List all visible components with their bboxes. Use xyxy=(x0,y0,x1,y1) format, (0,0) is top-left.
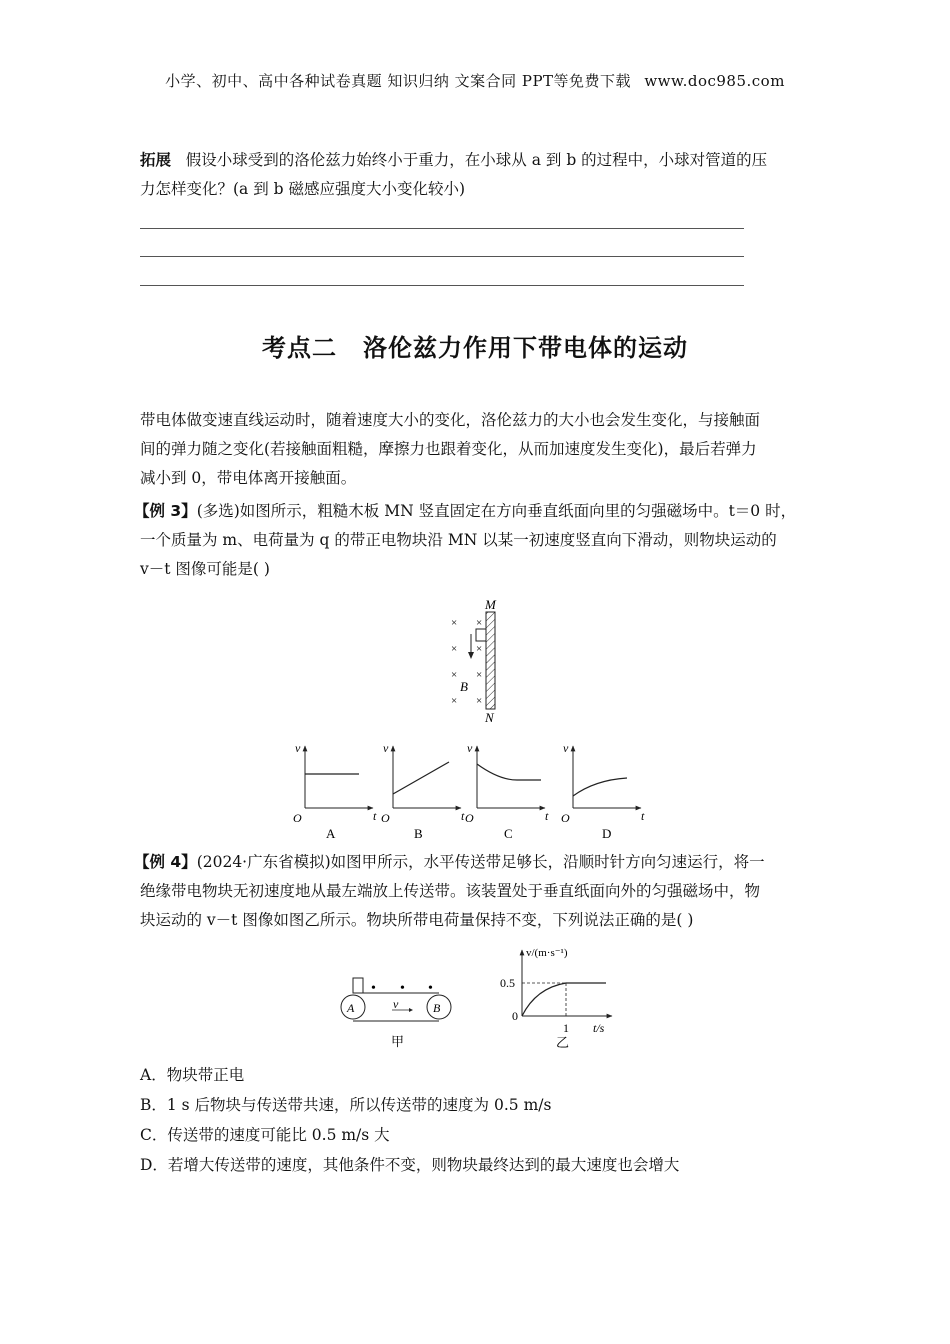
option-a[interactable]: A．物块带正电 xyxy=(140,1066,245,1084)
extension-line-1: 假设小球受到的洛伦兹力始终小于重力，在小球从 a 到 b 的过程中，小球对管道的压 xyxy=(185,151,768,169)
wooden-board xyxy=(486,612,495,709)
option-b[interactable]: B．1 s 后物块与传送带共速，所以传送带的速度为 0.5 m/s xyxy=(140,1096,552,1114)
intro-line-1: 带电体做变速直线运动时，随着速度大小的变化，洛伦兹力的大小也会发生变化，与接触面 xyxy=(140,411,761,429)
svg-text:A: A xyxy=(347,1001,355,1015)
svg-text:×: × xyxy=(451,695,458,707)
example-3-label: 【例 3】 xyxy=(134,502,197,520)
intro-line-2: 间的弹力随之变化(若接触面粗糙，摩擦力也跟着变化，从而加速度发生变化)，最后若弹力 xyxy=(140,440,757,458)
yi-curve xyxy=(522,983,606,1016)
example-3-line-2: 一个质量为 m、电荷量为 q 的带正电物块沿 MN 以某一初速度竖直向下滑动，则物块运动的 xyxy=(140,531,777,549)
yi-ylabel: v/(m·s⁻¹) xyxy=(526,947,568,959)
block-on-belt xyxy=(353,978,363,993)
svg-text:t: t xyxy=(545,809,549,823)
answer-line-2[interactable] xyxy=(140,256,744,257)
page-header xyxy=(0,70,950,91)
extension-tag: 拓展 xyxy=(140,151,172,169)
board-mn-figure xyxy=(440,596,520,726)
svg-text:O: O xyxy=(465,811,474,825)
label-m: M xyxy=(485,597,496,612)
svg-text:v: v xyxy=(563,741,569,755)
option-d[interactable]: D．若增大传送带的速度，其他条件不变，则物块最终达到的最大速度也会增大 xyxy=(140,1156,680,1174)
extension-question xyxy=(140,146,815,204)
graph-a-label: A xyxy=(326,826,336,841)
svg-text:•: • xyxy=(371,981,376,996)
example-4-line-1: (2024·广东省模拟)如图甲所示，水平传送带足够长，沿顺时针方向匀速运行，将一 xyxy=(196,853,765,871)
example-3 xyxy=(134,497,818,584)
answer-line-3[interactable] xyxy=(140,285,744,286)
svg-text:t: t xyxy=(641,809,645,823)
section-title xyxy=(0,328,950,363)
svg-text:×: × xyxy=(476,669,483,681)
graph-c-curve xyxy=(477,764,541,780)
example-4 xyxy=(134,848,818,935)
header-url[interactable]: www.doc985.com xyxy=(644,72,785,90)
yi-origin: 0 xyxy=(512,1009,518,1023)
svg-text:×: × xyxy=(451,643,458,655)
extension-line-2: 力怎样变化？(a 到 b 磁感应强度大小变化较小) xyxy=(140,180,466,198)
charged-block xyxy=(476,629,486,641)
svg-text:v: v xyxy=(383,741,389,755)
svg-text:O: O xyxy=(561,811,570,825)
svg-text:×: × xyxy=(476,617,483,629)
svg-text:v: v xyxy=(467,741,473,755)
section-title-text: 洛伦兹力作用下带电体的运动 xyxy=(363,334,688,362)
svg-text:×: × xyxy=(451,669,458,681)
svg-text:×: × xyxy=(451,617,458,629)
svg-text:v: v xyxy=(295,741,301,755)
example-4-line-3: 块运动的 v－t 图像如图乙所示。物块所带电荷量保持不变，下列说法正确的是( ) xyxy=(140,911,694,929)
example-3-line-1: (多选)如图所示，粗糙木板 MN 竖直固定在方向垂直纸面向里的匀强磁场中。t＝0 时， xyxy=(196,502,797,520)
yi-xtick: 1 xyxy=(563,1021,569,1035)
svg-text:B: B xyxy=(433,1001,441,1015)
section-title-number: 考点二 xyxy=(262,334,337,362)
svg-text:•: • xyxy=(428,981,433,996)
graph-b[interactable] xyxy=(381,741,465,841)
yi-ytick: 0.5 xyxy=(500,976,515,990)
graph-b-curve xyxy=(393,762,449,794)
figure-jia-label: 甲 xyxy=(391,1034,405,1049)
velocity-arrow-head xyxy=(468,652,474,659)
svg-text:×: × xyxy=(476,695,483,707)
graph-b-label: B xyxy=(414,826,423,841)
label-b: B xyxy=(460,679,468,694)
svg-text:•: • xyxy=(400,981,405,996)
figure-yi-label: 乙 xyxy=(556,1035,570,1050)
label-n: N xyxy=(485,710,494,725)
svg-text:O: O xyxy=(381,811,390,825)
intro-paragraph xyxy=(140,406,815,493)
graph-d-label: D xyxy=(602,826,612,841)
svg-text:t: t xyxy=(373,809,377,823)
intro-line-3: 减小到 0，带电体离开接触面。 xyxy=(140,469,357,487)
graph-c-label: C xyxy=(504,826,513,841)
yi-xlabel: t/s xyxy=(593,1021,605,1035)
example-4-line-2: 绝缘带电物块无初速度地从最左端放上传送带。该装置处于垂直纸面向外的匀强磁场中，物 xyxy=(140,882,761,900)
answer-line-1[interactable] xyxy=(140,228,744,229)
header-text: 小学、初中、高中各种试卷真题 知识归纳 文案合同 PPT等免费下载 xyxy=(165,72,632,90)
svg-text:t: t xyxy=(461,809,465,823)
graph-d[interactable] xyxy=(561,741,645,841)
svg-text:O: O xyxy=(293,811,302,825)
svg-text:v: v xyxy=(393,997,399,1011)
example-3-line-3: v－t 图像可能是( ) xyxy=(140,560,270,578)
example-4-label: 【例 4】 xyxy=(134,853,197,871)
conveyor-figure xyxy=(335,972,460,1054)
vt-graph-options xyxy=(285,738,655,843)
option-c[interactable]: C．传送带的速度可能比 0.5 m/s 大 xyxy=(140,1126,390,1144)
figure-yi-graph xyxy=(490,944,620,1054)
graph-d-curve xyxy=(573,778,627,796)
graph-c[interactable] xyxy=(465,741,549,841)
graph-a[interactable] xyxy=(293,741,377,841)
svg-text:×: × xyxy=(476,643,483,655)
